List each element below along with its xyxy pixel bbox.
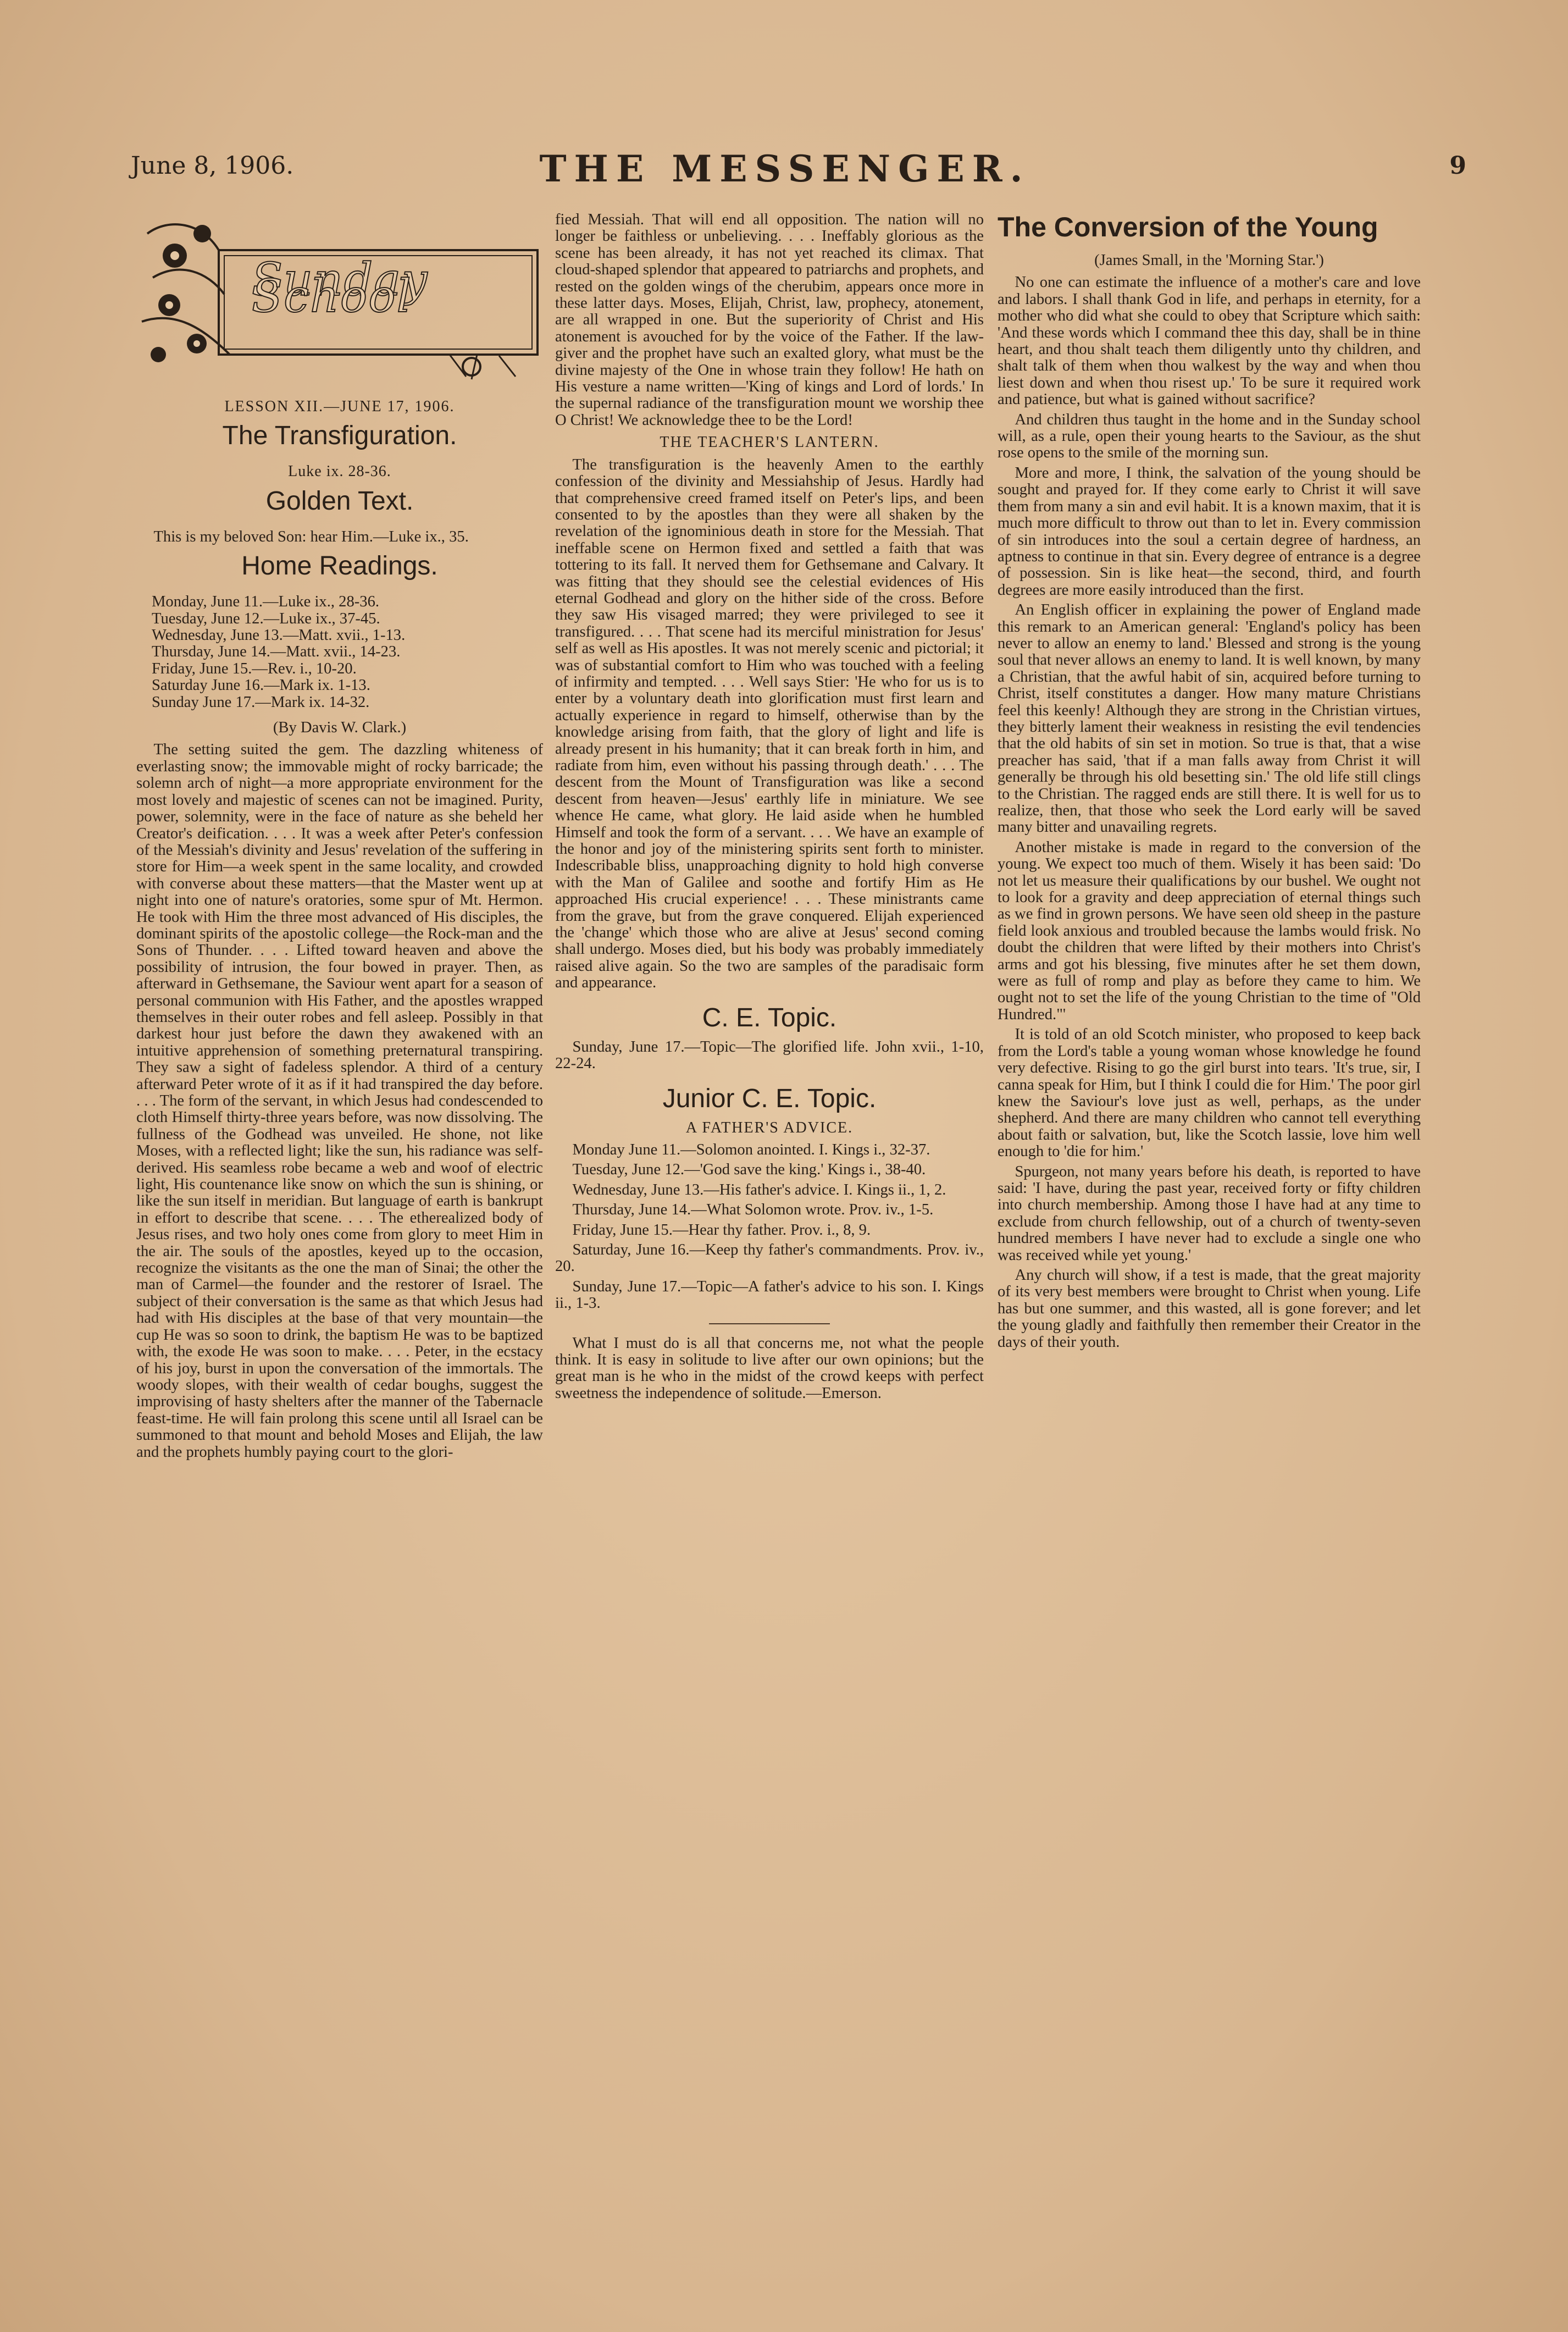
reading-item: Tuesday, June 12.—Luke ix., 37-45. <box>152 610 380 627</box>
ce-topic-text: Sunday, June 17.—Topic—The glorified life. John xvii., 1-10, 22-24. <box>555 1038 984 1073</box>
conversion-paragraph: And children thus taught in the home and in the Sunday school will, as a rule, open their young hearts to the Saviour, as the shut rose opens to the smile of the morning sun. <box>998 411 1421 462</box>
junior-ce-item: Friday, June 15.—Hear thy father. Prov. i., 8, 9. <box>572 1221 871 1239</box>
conversion-paragraph: It is told of an old Scotch minister, who proposed to keep back from the Lord's table a young woman whose knowledge he found very defective. Rising to go the girl burst into tears. 'It's true, sir, I canna speak for Him, but I think I could die for Him.' The poor girl knew the Saviour's love just as well, perhaps, as the under shepherd. And there are many children who cannot tell everything about faith or salvation, but, like the Scotch lassie, love him well enough to 'die for him.' <box>998 1026 1421 1161</box>
junior-ce-item: Saturday, June 16.—Keep thy father's commandments. Prov. iv., 20. <box>555 1241 984 1275</box>
lesson-title: The Transfiguration. <box>222 421 457 451</box>
sunday-school-logo <box>136 212 543 382</box>
lesson-label: LESSON XII.—JUNE 17, 1906. <box>224 398 455 415</box>
column-1 <box>136 212 543 1464</box>
conversion-byline: (James Small, in the 'Morning Star.') <box>1094 252 1324 269</box>
lesson-body-continued: fied Messiah. That will end all opposition. The nation will no longer be faithless or unbelieving. . . . Ineffably glorious as the scene has been already, it has not yet reached its climax. That cloud-shaped splendor that appeared to patriarchs and prophets, and rested on the golden wings of the cherubim, appears once more in these latter days. Moses, Elijah, Christ, law, prophecy, atonement, are all wrapped in one. But the superiority of Christ and His atonement is avouched for by the voice of the Father. If the law-giver and the prophet have such an exalted glory, what must be the divine majesty of the One in whose train they follow! He hath on His vesture a name written—'King of kings and Lord of lords.' In the supernal radiance of the transfiguration mount we worship thee O Christ! We acknowledge thee to be the Lord! <box>555 211 984 429</box>
conversion-title: The Conversion of the Young <box>998 212 1378 242</box>
junior-ce-item: Thursday, June 14.—What Solomon wrote. Prov. iv., 1-5. <box>572 1201 934 1219</box>
ce-topic-heading: C. E. Topic. <box>702 1003 837 1032</box>
reading-item: Wednesday, June 13.—Matt. xvii., 1-13. <box>152 627 406 644</box>
masthead-title: THE MESSENGER. <box>539 147 1030 190</box>
column-3 <box>998 212 1421 1354</box>
reading-item: Sunday June 17.—Mark ix. 14-32. <box>152 693 370 711</box>
junior-ce-item: Wednesday, June 13.—His father's advice. I. Kings ii., 1, 2. <box>572 1181 946 1198</box>
junior-ce-item: Sunday, June 17.—Topic—A father's advice to his son. I. Kings ii., 1-3. <box>555 1278 984 1312</box>
conversion-paragraph: Any church will show, if a test is made, that the great majority of its very best members were brought to Christ when young. Life has but one summer, and this wasted, all is gone forever; and let the young gladly and faithfully then remember their Creator in the days of their youth. <box>998 1266 1421 1351</box>
conversion-paragraph: No one can estimate the influence of a mother's care and love and labors. I shall thank God in life, and perhaps in eternity, for a mother who did what she could to obey that Scripture which saith: 'And these words which I command thee this day, shall be in thine heart, and thou shalt teach them diligently unto thy children, and shalt talk of them when thou walkest by the way and when thou liest down and when thou risest up.' To be sure it required work and patience, but what is gained without sacrifice? <box>998 274 1421 408</box>
page-header <box>131 147 1466 197</box>
conversion-paragraph: An English officer in explaining the power of England made this remark to an American general: 'England's policy has been never to allow an enemy to land.' Blessed and strong is the young soul that never allows an enemy to land. It is well known, by many a Christian, that the awful habit of sin, acquired before turning to Christ, itself constitutes a danger. How many mature Christians feel this keenly! Although they are strong in the Christian virtues, they bitterly lament their weakness in resisting the evil tendencies that the old habits of sin set in motion. So true is that, that a wise preacher has said, 'that if a man falls away from Christ it will generally be through his old besetting sin.' The old life still clings to the Christian. The ragged ends are still there. It is well for us to realize, then, that those who seek the Lord early will be saved many bitter and unavailing regrets. <box>998 601 1421 836</box>
reading-item: Monday, June 11.—Luke ix., 28-36. <box>152 593 380 611</box>
conversion-paragraph: Another mistake is made in regard to the conversion of the young. We expect too much of them. Wisely it has been said: 'Do not let us measure their qualifications by our bushel. We ought not to look for a gravity and deep appreciation of eternal things such as we find in grown persons. We have seen old sheep in the pasture field look anxious and troubled because the lambs would frisk. No doubt the children that were lifted by their mothers into Christ's arms and got his blessing, five minutes after he set them down, were as full of romp and play as before they came to him. We ought not to set the life of the young Christian to the time of "Old Hundred."' <box>998 838 1421 1023</box>
lesson-body: The setting suited the gem. The dazzling whiteness of everlasting snow; the immovable might of rocky barricade; the solemn arch of night—a more appropriate environment for the most lovely and majestic of scenes can not be imagined. Purity, power, solemnity, were in the face of nature as she beheld her Creator's deification. . . . It was a week after Peter's confession of the Messiah's divinity and Jesus' revelation of the suffering in store for Him—a week spent in the same locality, and crowded with converse about these matters—that the Master went up at night into one of nature's oratories, some spur of Mt. Hermon. He took with Him the three most advanced of His disciples, the dominant spirits of the apostolic college—the Rock-man and the Sons of Thunder. . . . Lifted toward heaven and above the possibility of intrusion, the four bowed in prayer. Then, as afterward in Gethsemane, the Saviour went apart for a season of personal communion with His Father, and the apostles wrapped themselves in their outer robes and fell asleep. Possibly in that darkest hour just before the dawn they awakened with an intuitive apprehension of something preternatural transpiring. They saw a sight of fadeless splendor. A third of a century afterward Peter wrote of it as if it had transpired the day before. . . . The form of the servant, in which Jesus had condescended to cloth Himself thirty-three years before, was now dissolving. The fullness of the Godhead was unveiled. He shone, not like Moses, with a reflected light; like the sun, his radiance was self-derived. His seamless robe became a web and woof of electric light, His countenance like snow on which the sun is shining, or like the sun itself in meridian. But language of earth is bankrupt in effort to describe that scene. . . . The etherealized body of Jesus rises, and two holy ones come from glory to meet Him in the air. The souls of the apostles, keyed up to the occasion, recognize the visitants as the one the man of Sinai; the other the man of Carmel—the founder and the restorer of Israel. The subject of their conversation is the same as that which Jesus had had with His disciples at the base of that very mountain—the cup He was so soon to drink, the baptism He was to be baptized with, the exode He was soon to make. . . . Peter, in the ecstacy of his joy, burst in upon the conversation of the immortals. The woody slopes, with their wealth of cedar boughs, suggest the improvising of hasty shelters after the manner of the Tabernacle feast-time. He will fain prolong this scene until all Israel can be summoned to that mount and behold Moses and Elijah, the law and the prophets humbly paying court to the glori- <box>136 741 543 1461</box>
conversion-paragraph: More and more, I think, the salvation of the young should be sought and prayed for. If they come early to Christ it will save them from many a sin and evil habit. It is a known maxim, that it is much more difficult to throw out than to let in. Every commission of sin introduces into the soul a certain degree of hardness, an aptness to continue in that sin. Every degree of entrance is a degree of possession. Sin is like heat—the second, third, and fourth degrees are more easily introduced than the first. <box>998 464 1421 599</box>
junior-ce-heading: Junior C. E. Topic. <box>662 1084 877 1113</box>
section-divider <box>709 1323 830 1324</box>
reading-item: Thursday, June 14.—Matt. xvii., 14-23. <box>152 643 401 661</box>
page-number: 9 <box>1449 152 1466 180</box>
home-readings-list <box>152 594 543 711</box>
lesson-reference: Luke ix. 28-36. <box>288 463 391 480</box>
lantern-heading: THE TEACHER'S LANTERN. <box>660 434 879 451</box>
lantern-body: The transfiguration is the heavenly Amen to the earthly confession of the divinity and Messiahship of Jesus. Hardly had that comprehensive creed framed itself on Peter's lips, and been consented to by the apostles than they were all shaken by the revelation of the ignominious death in store for the Messiah. That ineffable scene on Hermon fixed and settled a faith that was tottering to its fall. It nerved them for Gethsemane and Calvary. It was fitting that they should see the celestial evidences of His eternal Godhead and glory on the hither side of the cross. Before they saw His visaged marred; they were privileged to see it transfigured. . . . That scene had its merciful ministration for Jesus' self as well as His apostles. It was not merely scenic and pictorial; it was of substantial comfort to Him who was touched with a feeling of infirmity and tempted. . . . Well says Stier: 'He who for us is to enter by a voluntary death into glorification must first learn and actually experience in regard to himself, otherwise than by the knowledge arising from faith, that the glory of light and life is already present in his humanity; that it can break forth in him, and radiate from him, even without his passing through death.' . . . The descent from the Mount of Transfiguration was like a second descent from heaven—Jesus' earthly life in miniature. We see whence He came, what glory. He laid aside when he humbled Himself and took the form of a servant. . . . We have an example of the honor and joy of the ministering spirits sent forth to minister. Indescribable bliss, unapproaching dignity to hold high converse with the Man of Galilee and soothe and fortify Him as He approached His crucial experience! . . . These ministrants came from the grave, but from the grave conquered. Elijah experienced the 'change' which those who are alive at Jesus' second coming shall undergo. Moses died, but his body was probably immediately raised alive again. So the two are samples of the paradisaic form and appearance. <box>555 456 984 992</box>
junior-ce-item: Tuesday, June 12.—'God save the king.' Kings i., 38-40. <box>572 1161 926 1179</box>
junior-ce-subheading: A FATHER'S ADVICE. <box>685 1119 854 1136</box>
reading-item: Friday, June 15.—Rev. i., 10-20. <box>152 660 357 677</box>
home-readings-heading: Home Readings. <box>241 551 438 581</box>
conversion-paragraph: Spurgeon, not many years before his death, is reported to have said: 'I have, during the past year, received forty or fifty children into church membership. Among those I have had at any time to exclude from church fellowship, out of a church of twenty-seven hundred members I have never had to exclude a single one who was received while yet young.' <box>998 1163 1421 1264</box>
emerson-quote: What I must do is all that concerns me, not what the people think. It is easy in solitude to live after our own opinions; but the great man is he who in the midst of the crowd keeps with perfect sweetness the independence of solitude.—Emerson. <box>555 1334 984 1402</box>
golden-text: This is my beloved Son: hear Him.—Luke ix., 35. <box>153 528 469 545</box>
issue-date: June 8, 1906. <box>131 152 294 180</box>
junior-ce-item: Monday June 11.—Solomon anointed. I. Kings i., 32-37. <box>572 1141 930 1158</box>
golden-text-heading: Golden Text. <box>265 486 414 516</box>
logo-text: Sunday School <box>252 254 429 323</box>
lesson-byline: (By Davis W. Clark.) <box>273 719 407 737</box>
reading-item: Saturday June 16.—Mark ix. 1-13. <box>152 677 370 694</box>
column-2 <box>555 212 984 1405</box>
